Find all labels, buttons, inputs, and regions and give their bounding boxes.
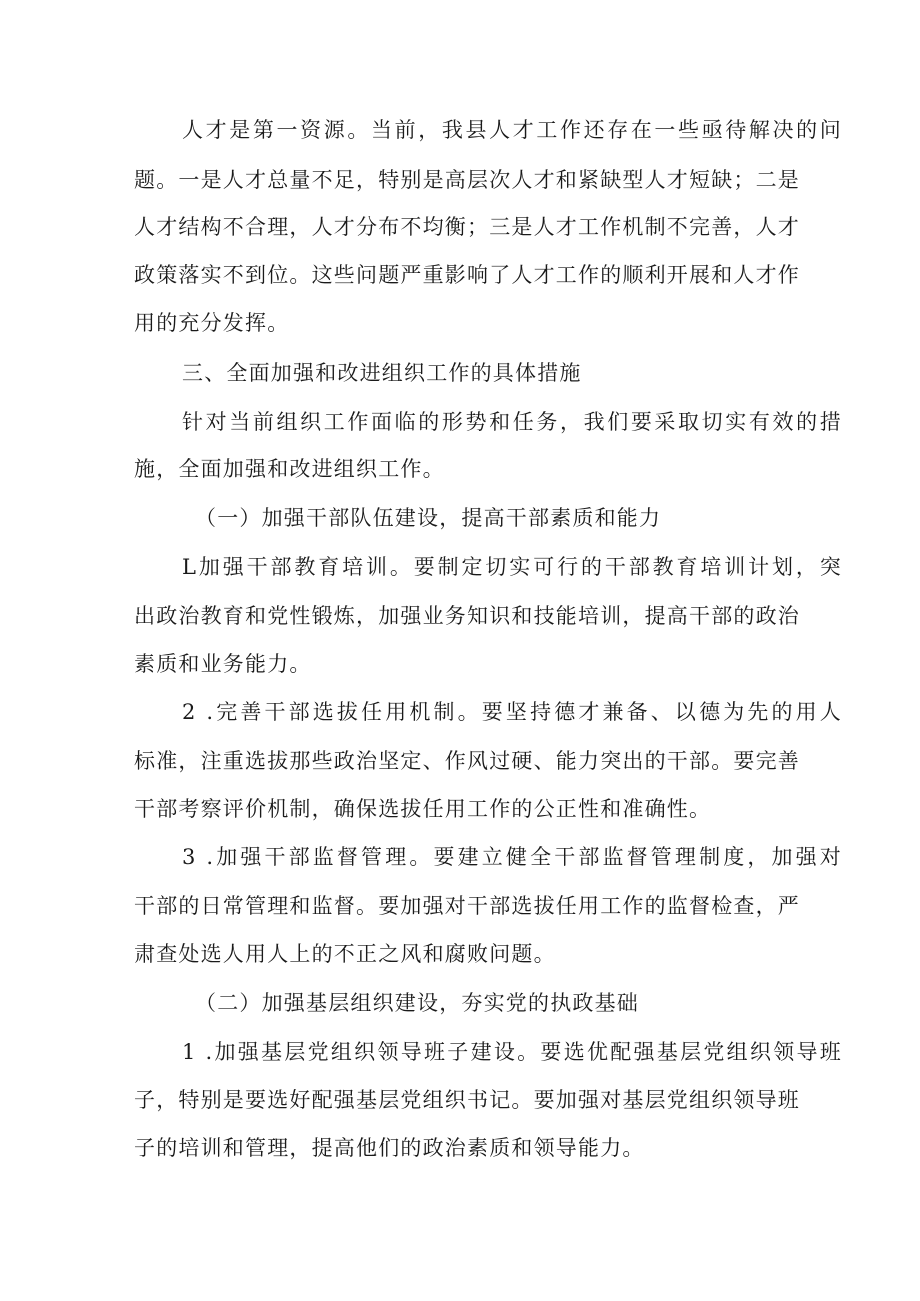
paragraph-line: 出政治教育和党性锻炼，加强业务知识和技能培训，提高干部的政治	[134, 604, 800, 628]
subsection-heading: （二）加强基层组织建设，夯实党的执政基础	[195, 991, 639, 1015]
paragraph-line: 针对当前组织工作面临的形势和任务，我们要采取切实有效的措	[182, 410, 842, 434]
paragraph-line: 政策落实不到位。这些问题严重影响了人才工作的顺利开展和人才作	[134, 263, 800, 287]
list-item-line: L加强干部教育培训。要制定切实可行的干部教育培训计划，突	[182, 555, 842, 579]
paragraph-line: 子，特别是要选好配强基层党组织书记。要加强对基层党组织领导班	[134, 1088, 800, 1112]
paragraph-line: 人才是第一资源。当前，我县人才工作还存在一些亟待解决的问	[182, 118, 842, 142]
paragraph-line: 干部的日常管理和监督。要加强对干部选拔任用工作的监督检查，严	[134, 894, 800, 918]
paragraph-line: 用的充分发挥。	[134, 311, 290, 335]
section-heading: 三、全面加强和改进组织工作的具体措施	[182, 361, 582, 385]
paragraph-line: 干部考察评价机制，确保选拔任用工作的公正性和准确性。	[134, 797, 712, 821]
list-item-line: 2 .完善干部选拔任用机制。要坚持德才兼备、以德为先的用人	[182, 700, 842, 724]
paragraph-line: 素质和业务能力。	[134, 652, 312, 676]
subsection-heading: （一）加强干部队伍建设，提高干部素质和能力	[195, 506, 662, 530]
paragraph-line: 人才结构不合理，人才分布不均衡；三是人才工作机制不完善，人才	[134, 215, 800, 239]
list-item-line: 3 .加强干部监督管理。要建立健全干部监督管理制度，加强对	[182, 845, 842, 869]
paragraph-line: 施，全面加强和改进组织工作。	[134, 457, 445, 481]
paragraph-line: 子的培训和管理，提高他们的政治素质和领导能力。	[134, 1136, 645, 1160]
paragraph-line: 题。一是人才总量不足，特别是高层次人才和紧缺型人才短缺；二是	[134, 168, 800, 192]
paragraph-line: 标准，注重选拔那些政治坚定、作风过硬、能力突出的干部。要完善	[134, 749, 800, 773]
list-item-line: 1 .加强基层党组织领导班子建设。要选优配强基层党组织领导班	[182, 1040, 842, 1064]
paragraph-line: 肃查处选人用人上的不正之风和腐败问题。	[134, 942, 556, 966]
